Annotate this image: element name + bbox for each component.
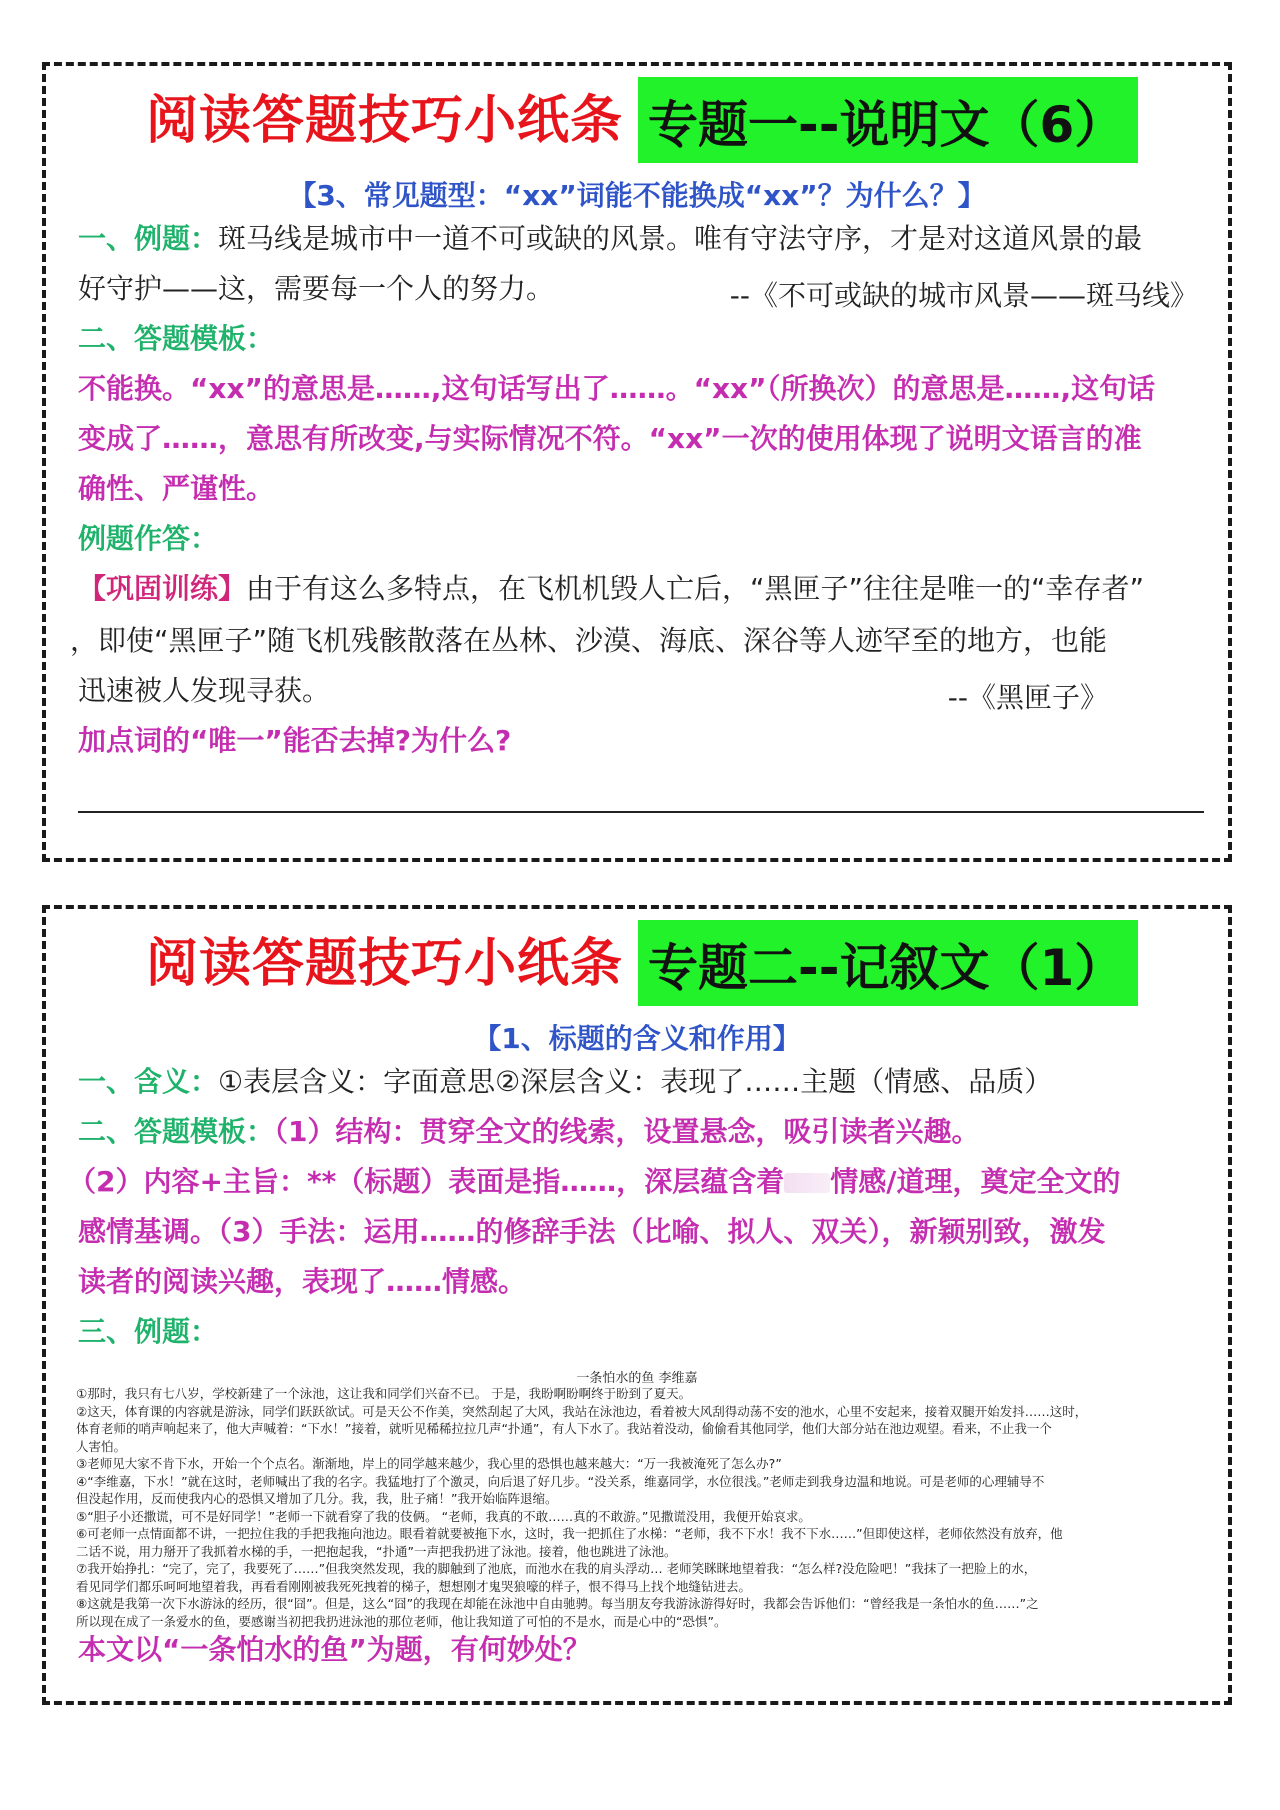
card-header <box>46 917 1228 1007</box>
header-title: 阅读答题技巧小纸条 <box>146 91 624 151</box>
practice-question: 加点词的“唯一”能否去掉?为什么? <box>78 724 512 757</box>
passage-line: 所以现在成了一条爱水的鱼，要感谢当初把我扔进泳池的那位老师，他让我知道了可怕的不是水，而是心中的“恐惧”。 <box>76 1613 727 1629</box>
template-text-4: 读者的阅读兴趣，表现了……情感。 <box>78 1265 527 1298</box>
meaning-label: 一、含义： <box>78 1065 219 1098</box>
header-topic: 专题二--记叙文（1） <box>648 939 1125 997</box>
practice-label: 【巩固训练】 <box>78 572 247 605</box>
topic-subtitle: 【1、标题的含义和作用】 <box>473 1022 801 1055</box>
card-header <box>46 74 1228 164</box>
passage-line: ⑦我开始挣扎：“完了，完了，我要死了……”但我突然发现，我的脚触到了池底，而池水在我的肩头浮动… 老师笑眯眯地望着我：“怎么样?没危险吧！”我抹了一把脸上的水， <box>76 1561 1037 1576</box>
header-topic: 专题一--说明文（6） <box>648 96 1125 154</box>
practice-text-1: 由于有这么多特点，在飞机机毁人亡后，“黑匣子”往往是唯一的“幸存者” <box>246 572 1145 605</box>
tip-card-expository <box>42 62 1232 862</box>
passage-line: 看见同学们都乐呵呵地望着我，再看看刚刚被我死死拽着的梯子，想想刚才鬼哭狼嚎的样子，恨不得马上找个地缝钻进去。 <box>76 1578 752 1594</box>
question-type-subtitle: 【3、常见题型：“xx”词能不能换成“xx”？为什么？】 <box>288 179 986 212</box>
practice-text-3: 迅速被人发现寻获。 <box>78 674 331 707</box>
passage-line: ④“李维嘉，下水！”就在这时，老师喊出了我的名字。我猛地打了个激灵，向后退了好几步。“没关系，维嘉同学，水位很浅。”老师走到我身边温和地说。可是老师的心理辅导不 <box>76 1473 1045 1489</box>
example-source: --《不可或缺的城市风景——斑马线》 <box>729 279 1198 312</box>
passage-line: 体育老师的哨声响起来了，他大声喊着：“下水！”接着，就听见稀稀拉拉几声“扑通”，有人下水了。我站着没动，偷偷看其他同学，他们大部分站在池边观望。看来，不止我一个 <box>76 1421 1052 1436</box>
template-text-2a: （2）内容+主旨：**（标题）表面是指……，深层蕴含着 <box>68 1165 785 1198</box>
passage-line: ①那时，我只有七八岁，学校新建了一个泳池，这让我和同学们兴奋不已。 于是，我盼啊盼啊终于盼到了夏天。 <box>76 1386 692 1401</box>
header-topic-box <box>638 77 1138 163</box>
blurred-word <box>784 1173 830 1193</box>
example-label: 一、例题： <box>78 222 219 255</box>
template-line-2 <box>68 1167 1120 1198</box>
passage-line: ⑥可老师一点情面都不讲，一把拉住我的手把我拖向池边。眼看着就要被拖下水，这时，我一把抓住了水梯：“老师，我不下水！我不下水……”但即使这样，老师依然没有放弃，他 <box>76 1526 1063 1541</box>
template-label: 二、答题模板： <box>78 1115 275 1148</box>
practice-source: --《黑匣子》 <box>947 681 1108 714</box>
template-text-1: 不能换。“xx”的意思是……,这句话写出了……。“xx”（所换次）的意思是……,这句话 <box>78 372 1156 405</box>
practice-text-2: ，即使“黑匣子”随飞机残骸散落在丛林、沙漠、海底、深谷等人迹罕至的地方，也能 <box>70 624 1108 657</box>
template-text-3: 感情基调。（3）手法：运用……的修辞手法（比喻、拟人、双关），新颖别致，激发 <box>78 1215 1106 1248</box>
template-text-2b: 情感/道理，奠定全文的 <box>830 1165 1121 1198</box>
passage-question: 本文以“一条怕水的鱼”为题，有何妙处？ <box>78 1633 591 1666</box>
template-label: 二、答题模板： <box>78 322 275 355</box>
passage-title: 一条怕水的鱼 李维嘉 <box>576 1371 698 1386</box>
passage-line: 人害怕。 <box>76 1438 127 1454</box>
example-text-2: 好守护——这，需要每一个人的努力。 <box>78 272 555 305</box>
template-text-1: （1）结构：贯穿全文的线索，设置悬念，吸引读者兴趣。 <box>274 1115 980 1148</box>
example-line-1 <box>78 224 1142 255</box>
template-text-2: 变成了……，意思有所改变,与实际情况不符。“xx”一次的使用体现了说明文语言的准 <box>78 422 1142 455</box>
passage-line: ②这天，体育课的内容就是游泳，同学们跃跃欲试。可是天公不作美，突然刮起了大风，我站在泳池边，看着被大风刮得动荡不安的池水，心里不安起来，接着双腿开始发抖……这时， <box>76 1403 1088 1419</box>
passage-line: 二话不说，用力掰开了我抓着水梯的手，一把抱起我，“扑通”一声把我扔进了泳池。接着，他也跳进了泳池。 <box>76 1543 677 1559</box>
answer-label: 例题作答： <box>78 522 219 555</box>
example-text-1: 斑马线是城市中一道不可或缺的风景。唯有守法守序，才是对这道风景的最 <box>218 222 1143 255</box>
passage-line: ③老师见大家不肯下水，开始一个个点名。渐渐地，岸上的同学越来越少，我心里的恐惧也越来越大：“万一我被淹死了怎么办?” <box>76 1456 782 1471</box>
passage-line: 但没起作用，反而使我内心的恐惧又增加了几分。我，我，肚子痛！”我开始临阵退缩。 <box>76 1491 558 1506</box>
tip-card-narrative <box>42 905 1232 1705</box>
header-title: 阅读答题技巧小纸条 <box>146 934 624 994</box>
passage-line: ⑤“胆子小还撒谎，可不是好同学！”老师一下就看穿了我的伎俩。 “老师，我真的不敢……真的不敢游。”见撒谎没用，我便开始哀求。 <box>76 1508 811 1524</box>
template-line-1 <box>78 1117 980 1148</box>
passage <box>76 1385 1206 1630</box>
meaning-text: ①表层含义：字面意思②深层含义：表现了……主题（情感、品质） <box>218 1065 1053 1098</box>
practice-line-1 <box>78 574 1144 605</box>
passage-line: ⑧这就是我第一次下水游泳的经历，很“囧”。但是，这么“囧”的我现在却能在泳池中自由驰骋。每当朋友夸我游泳游得好时，我都会告诉他们：“曾经我是一条怕水的鱼……”之 <box>76 1596 1039 1611</box>
answer-line <box>78 811 1204 813</box>
header-topic-box <box>638 920 1138 1006</box>
example-label: 三、例题： <box>78 1315 219 1348</box>
template-text-3: 确性、严谨性。 <box>78 472 275 505</box>
meaning-line <box>78 1067 1052 1098</box>
